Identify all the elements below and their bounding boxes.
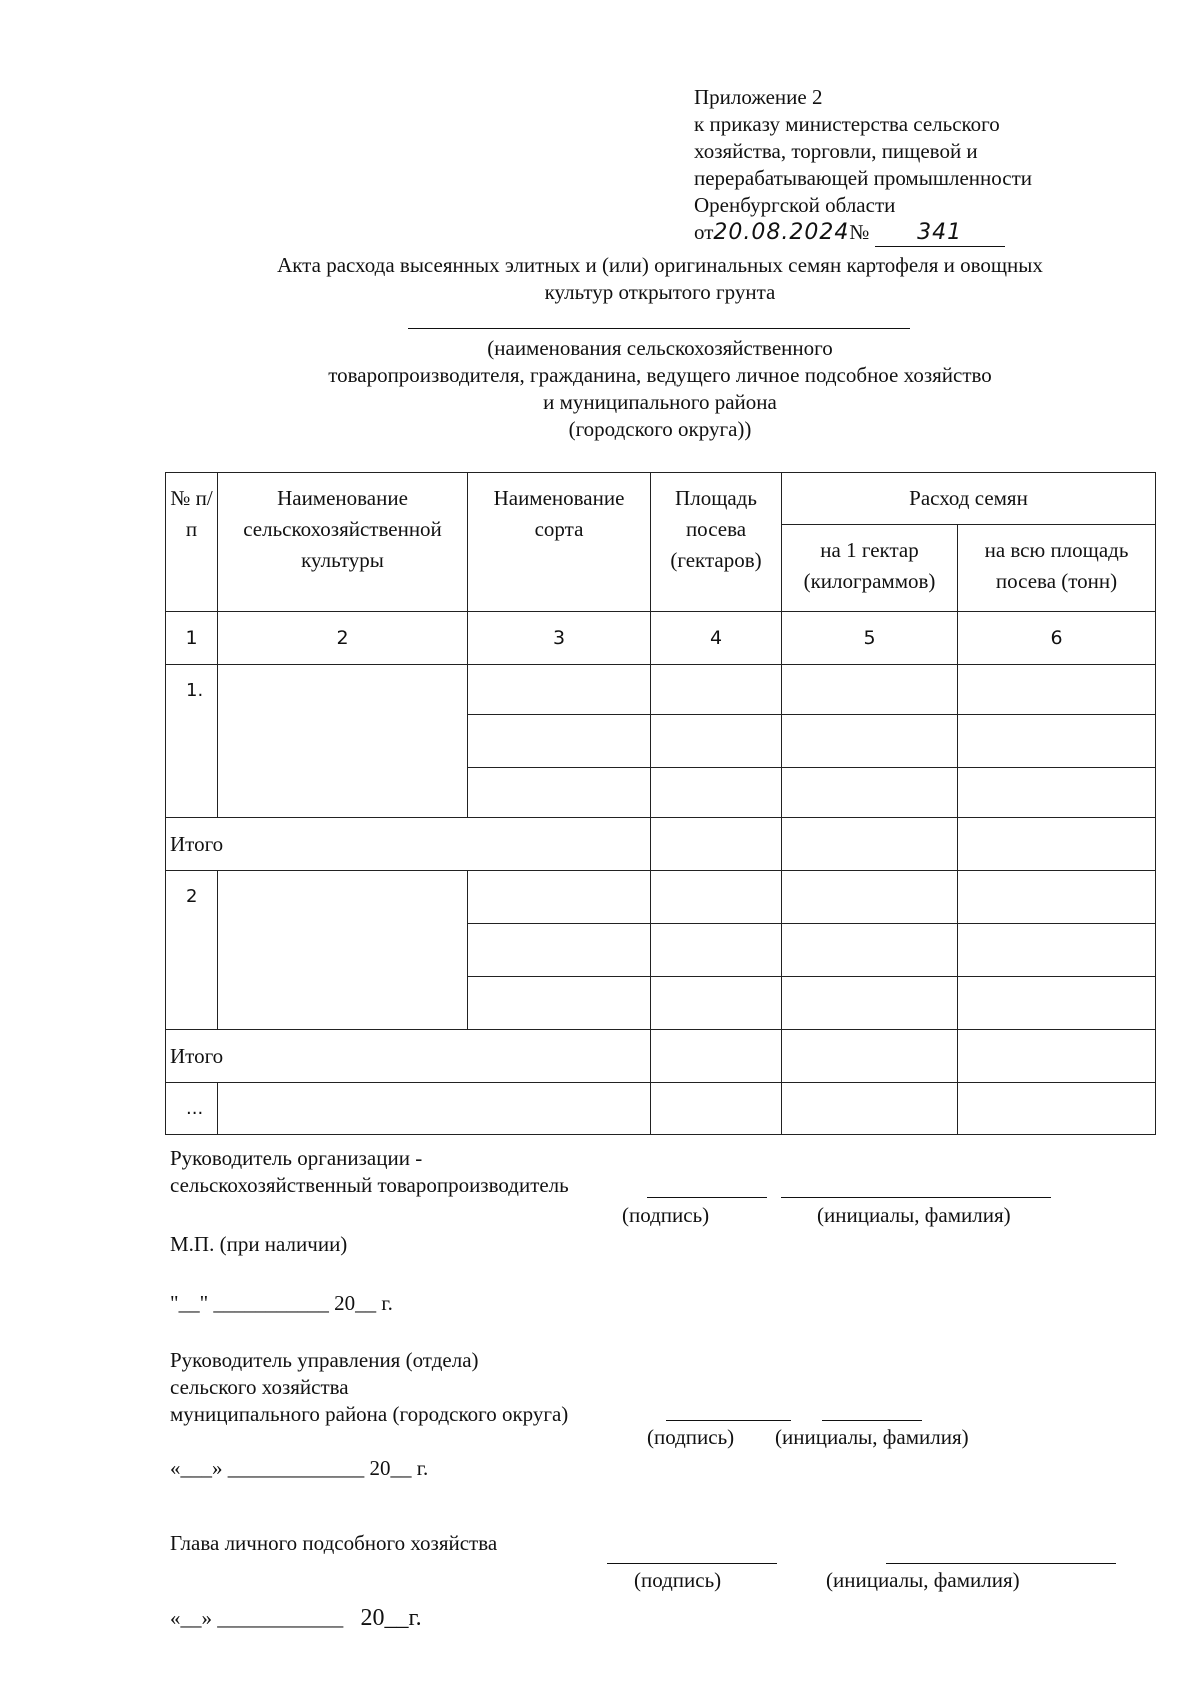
variety-cell[interactable] xyxy=(468,768,651,818)
subtotal-label: Итого xyxy=(166,1030,651,1083)
signature-caption: (подпись) xyxy=(634,1568,722,1592)
org-head-block: Руководитель организации - сельскохозяйственный товаропроизводитель xyxy=(170,1146,569,1197)
dept-head-block: Руководитель управления (отдела) сельского хозяйства муниципального района (городского округа) xyxy=(170,1348,569,1426)
variety-cell[interactable] xyxy=(468,924,651,977)
variety-cell[interactable] xyxy=(468,665,651,715)
initials-caption: (инициалы, фамилия) xyxy=(817,1203,1011,1227)
date-line: "__" ___________ 20__ г. xyxy=(170,1291,393,1315)
order-date-line xyxy=(694,219,1032,247)
per-hectare-cell[interactable] xyxy=(782,665,958,715)
dept-initials-blank[interactable] xyxy=(822,1420,922,1421)
col-number: 3 xyxy=(468,612,651,665)
stamp-label: М.П. (при наличии) xyxy=(170,1232,348,1256)
per-hectare-cell[interactable] xyxy=(782,1030,958,1083)
crop-cell[interactable] xyxy=(218,871,468,1030)
handwritten-date: 20.08.2024 xyxy=(713,220,850,245)
total-cell[interactable] xyxy=(958,1030,1156,1083)
variety-cell[interactable] xyxy=(468,715,651,768)
per-hectare-cell[interactable] xyxy=(782,977,958,1030)
annex-title: Приложение 2 xyxy=(694,85,823,109)
crop-cell[interactable] xyxy=(218,1083,651,1135)
annex-header xyxy=(694,84,1032,247)
col-header-variety: Наименование сорта xyxy=(468,473,651,612)
org-signature-blank[interactable] xyxy=(647,1197,767,1198)
signature-caption: (подпись) xyxy=(647,1425,735,1449)
per-hectare-cell[interactable] xyxy=(782,768,958,818)
col-number: 2 xyxy=(218,612,468,665)
total-cell[interactable] xyxy=(958,715,1156,768)
total-cell[interactable] xyxy=(958,768,1156,818)
annex-line: хозяйства, торговли, пищевой и xyxy=(694,139,978,163)
col-number: 4 xyxy=(651,612,782,665)
area-cell[interactable] xyxy=(651,871,782,924)
row-number: ... xyxy=(166,1083,218,1135)
area-cell[interactable] xyxy=(651,715,782,768)
signature-caption: (подпись) xyxy=(622,1203,710,1227)
col-header-per-hectare: на 1 гектар (килограммов) xyxy=(782,525,958,612)
row-number: 1. xyxy=(166,665,218,818)
farm-head-label: Глава личного подсобного хозяйства xyxy=(170,1531,498,1555)
date-line: «__» ____________ 20__г. xyxy=(170,1605,422,1631)
col-number: 1 xyxy=(166,612,218,665)
per-hectare-cell[interactable] xyxy=(782,818,958,871)
farm-initials-blank[interactable] xyxy=(886,1563,1116,1564)
row-number: 2 xyxy=(166,871,218,1030)
annex-line: Оренбургской области xyxy=(694,193,896,217)
initials-caption: (инициалы, фамилия) xyxy=(775,1425,969,1449)
total-cell[interactable] xyxy=(958,1083,1156,1135)
area-cell[interactable] xyxy=(651,665,782,715)
annex-line: перерабатывающей промышленности xyxy=(694,166,1033,190)
per-hectare-cell[interactable] xyxy=(782,924,958,977)
col-number: 6 xyxy=(958,612,1156,665)
col-header-total-area: на всю площадь посева (тонн) xyxy=(958,525,1156,612)
col-number: 5 xyxy=(782,612,958,665)
col-header-number: № п/п xyxy=(166,473,218,612)
total-cell[interactable] xyxy=(958,871,1156,924)
annex-line: к приказу министерства сельского xyxy=(694,112,1000,136)
col-header-area: Площадь посева (гектаров) xyxy=(651,473,782,612)
handwritten-number: 341 xyxy=(917,220,963,245)
number-label: № xyxy=(849,220,870,244)
date-line: «___» _____________ 20__ г. xyxy=(170,1456,429,1480)
subtotal-label: Итого xyxy=(166,818,651,871)
col-header-crop: Наименование сельскохозяйственной культуры xyxy=(218,473,468,612)
dept-signature-blank[interactable] xyxy=(666,1420,791,1421)
per-hectare-cell[interactable] xyxy=(782,1083,958,1135)
initials-caption: (инициалы, фамилия) xyxy=(826,1568,1020,1592)
org-initials-blank[interactable] xyxy=(781,1197,1051,1198)
seed-consumption-table xyxy=(165,472,1156,1135)
entity-name-blank xyxy=(408,328,910,329)
per-hectare-cell[interactable] xyxy=(782,871,958,924)
col-header-seed-consumption: Расход семян xyxy=(782,473,1156,525)
area-cell[interactable] xyxy=(651,1030,782,1083)
document-title: Акта расхода высеянных элитных и (или) оригинальных семян картофеля и овощных культур открытого грунта xyxy=(277,253,1043,304)
area-cell[interactable] xyxy=(651,977,782,1030)
total-cell[interactable] xyxy=(958,977,1156,1030)
area-cell[interactable] xyxy=(651,924,782,977)
area-cell[interactable] xyxy=(651,768,782,818)
farm-signature-blank[interactable] xyxy=(607,1563,777,1564)
variety-cell[interactable] xyxy=(468,871,651,924)
area-cell[interactable] xyxy=(651,1083,782,1135)
total-cell[interactable] xyxy=(958,818,1156,871)
per-hectare-cell[interactable] xyxy=(782,715,958,768)
total-cell[interactable] xyxy=(958,924,1156,977)
crop-cell[interactable] xyxy=(218,665,468,818)
date-prefix: от xyxy=(694,220,714,244)
entity-caption: (наименования сельскохозяйственного товаропроизводителя, гражданина, ведущего личное подсобное хозяйство и муниципального района (городского округа)) xyxy=(328,336,992,441)
variety-cell[interactable] xyxy=(468,977,651,1030)
total-cell[interactable] xyxy=(958,665,1156,715)
area-cell[interactable] xyxy=(651,818,782,871)
